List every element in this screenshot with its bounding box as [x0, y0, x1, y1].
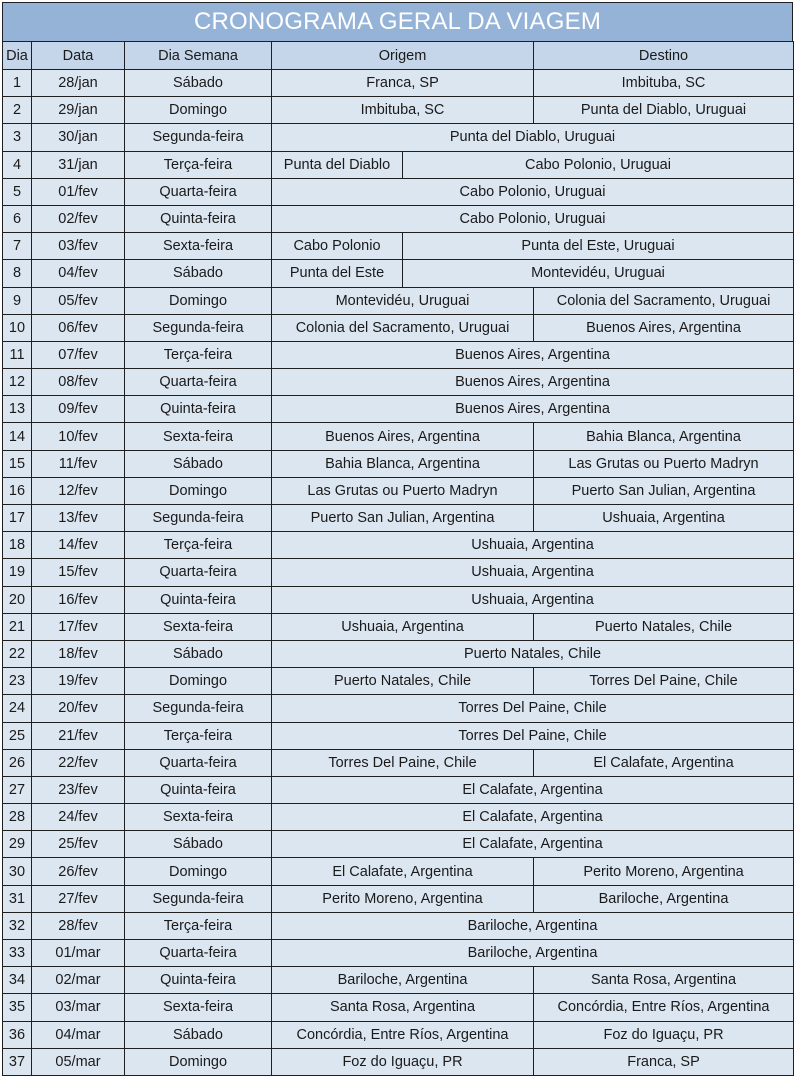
table-row [3, 858, 794, 885]
table-row [3, 505, 794, 532]
cell-dia-semana: Quarta-feira [125, 178, 272, 205]
cell-dia: 11 [3, 341, 32, 368]
cell-dia: 32 [3, 912, 32, 939]
cell-dia: 22 [3, 640, 32, 667]
header-data: Data [32, 42, 125, 70]
table-row [3, 205, 794, 232]
cell-origem: Puerto Natales, Chile [272, 668, 534, 695]
cell-local: Cabo Polonio, Uruguai [272, 205, 794, 232]
cell-dia-semana: Terça-feira [125, 341, 272, 368]
cell-dia: 13 [3, 396, 32, 423]
cell-local: El Calafate, Argentina [272, 831, 794, 858]
table-row [3, 341, 794, 368]
cell-dia: 9 [3, 287, 32, 314]
cell-local: Torres Del Paine, Chile [272, 695, 794, 722]
cell-data: 03/mar [32, 994, 125, 1021]
cell-dia: 16 [3, 477, 32, 504]
cell-local: Bariloche, Argentina [272, 912, 794, 939]
cell-destino: Bariloche, Argentina [534, 885, 794, 912]
cell-dia-semana: Sexta-feira [125, 804, 272, 831]
cell-destino: Puerto Natales, Chile [534, 613, 794, 640]
cell-dia-semana: Segunda-feira [125, 885, 272, 912]
cell-local: Ushuaia, Argentina [272, 532, 794, 559]
table-row [3, 722, 794, 749]
cell-dia-semana: Quarta-feira [125, 559, 272, 586]
cell-data: 29/jan [32, 97, 125, 124]
itinerary-table [2, 41, 794, 1076]
cell-dia: 15 [3, 450, 32, 477]
cell-dia: 34 [3, 967, 32, 994]
cell-data: 24/fev [32, 804, 125, 831]
cell-dia: 2 [3, 97, 32, 124]
cell-dia: 10 [3, 314, 32, 341]
table-row [3, 668, 794, 695]
cell-local: El Calafate, Argentina [272, 776, 794, 803]
cell-local: Torres Del Paine, Chile [272, 722, 794, 749]
cell-dia: 20 [3, 586, 32, 613]
cell-dia-semana: Sábado [125, 260, 272, 287]
cell-local: Punta del Diablo, Uruguai [272, 124, 794, 151]
cell-data: 16/fev [32, 586, 125, 613]
cell-destino: Montevidéu, Uruguai [403, 260, 794, 287]
table-row [3, 1048, 794, 1075]
cell-data: 12/fev [32, 477, 125, 504]
cell-dia: 31 [3, 885, 32, 912]
cell-local: Cabo Polonio, Uruguai [272, 178, 794, 205]
table-row [3, 124, 794, 151]
cell-local: Buenos Aires, Argentina [272, 369, 794, 396]
cell-dia: 36 [3, 1021, 32, 1048]
cell-dia-semana: Terça-feira [125, 151, 272, 178]
cell-origem: Colonia del Sacramento, Uruguai [272, 314, 534, 341]
cell-data: 21/fev [32, 722, 125, 749]
header-destino: Destino [534, 42, 794, 70]
cell-dia: 1 [3, 70, 32, 97]
cell-dia: 6 [3, 205, 32, 232]
table-row [3, 151, 794, 178]
cell-dia-semana: Domingo [125, 1048, 272, 1075]
table-row [3, 613, 794, 640]
table-row [3, 477, 794, 504]
cell-dia-semana: Quarta-feira [125, 369, 272, 396]
cell-data: 07/fev [32, 341, 125, 368]
cell-destino: Colonia del Sacramento, Uruguai [534, 287, 794, 314]
cell-dia: 19 [3, 559, 32, 586]
cell-destino: Las Grutas ou Puerto Madryn [534, 450, 794, 477]
cell-origem: Punta del Este [272, 260, 403, 287]
cell-data: 20/fev [32, 695, 125, 722]
table-row [3, 804, 794, 831]
table-row [3, 994, 794, 1021]
cell-destino: Imbituba, SC [534, 70, 794, 97]
table-row [3, 70, 794, 97]
table-row [3, 178, 794, 205]
header-row [3, 42, 794, 70]
cell-data: 22/fev [32, 749, 125, 776]
table-row [3, 940, 794, 967]
cell-data: 23/fev [32, 776, 125, 803]
cell-dia-semana: Terça-feira [125, 532, 272, 559]
cell-origem: Cabo Polonio [272, 233, 403, 260]
cell-data: 17/fev [32, 613, 125, 640]
cell-origem: Ushuaia, Argentina [272, 613, 534, 640]
cell-dia: 14 [3, 423, 32, 450]
cell-data: 26/fev [32, 858, 125, 885]
header-dia: Dia [3, 42, 32, 70]
cell-dia-semana: Quinta-feira [125, 396, 272, 423]
table-row [3, 912, 794, 939]
cell-dia: 18 [3, 532, 32, 559]
cell-dia-semana: Sexta-feira [125, 994, 272, 1021]
table-row [3, 1021, 794, 1048]
table-row [3, 749, 794, 776]
cell-destino: Concórdia, Entre Ríos, Argentina [534, 994, 794, 1021]
cell-origem: Torres Del Paine, Chile [272, 749, 534, 776]
cell-origem: Franca, SP [272, 70, 534, 97]
cell-dia-semana: Quinta-feira [125, 205, 272, 232]
table-row [3, 776, 794, 803]
cell-origem: Imbituba, SC [272, 97, 534, 124]
header-dia-semana: Dia Semana [125, 42, 272, 70]
table-row [3, 314, 794, 341]
cell-destino: El Calafate, Argentina [534, 749, 794, 776]
cell-origem: Santa Rosa, Argentina [272, 994, 534, 1021]
cell-data: 09/fev [32, 396, 125, 423]
cell-destino: Puerto San Julian, Argentina [534, 477, 794, 504]
cell-local: Buenos Aires, Argentina [272, 341, 794, 368]
cell-data: 04/fev [32, 260, 125, 287]
cell-dia: 35 [3, 994, 32, 1021]
cell-dia: 12 [3, 369, 32, 396]
cell-dia-semana: Segunda-feira [125, 695, 272, 722]
cell-dia-semana: Sexta-feira [125, 613, 272, 640]
table-row [3, 586, 794, 613]
cell-dia-semana: Domingo [125, 858, 272, 885]
cell-data: 25/fev [32, 831, 125, 858]
cell-dia-semana: Sábado [125, 450, 272, 477]
cell-destino: Perito Moreno, Argentina [534, 858, 794, 885]
cell-dia: 3 [3, 124, 32, 151]
cell-dia: 25 [3, 722, 32, 749]
cell-data: 18/fev [32, 640, 125, 667]
cell-data: 27/fev [32, 885, 125, 912]
cell-data: 05/fev [32, 287, 125, 314]
cell-data: 10/fev [32, 423, 125, 450]
cell-dia-semana: Domingo [125, 668, 272, 695]
cell-local: Buenos Aires, Argentina [272, 396, 794, 423]
cell-dia-semana: Domingo [125, 97, 272, 124]
cell-dia: 17 [3, 505, 32, 532]
cell-origem: Bariloche, Argentina [272, 967, 534, 994]
cell-data: 01/fev [32, 178, 125, 205]
cell-local: Ushuaia, Argentina [272, 586, 794, 613]
cell-dia-semana: Segunda-feira [125, 124, 272, 151]
table-row [3, 423, 794, 450]
cell-destino: Franca, SP [534, 1048, 794, 1075]
cell-data: 13/fev [32, 505, 125, 532]
table-row [3, 695, 794, 722]
table-row [3, 369, 794, 396]
cell-dia-semana: Domingo [125, 477, 272, 504]
cell-dia-semana: Terça-feira [125, 722, 272, 749]
cell-dia: 4 [3, 151, 32, 178]
cell-data: 04/mar [32, 1021, 125, 1048]
cell-dia: 33 [3, 940, 32, 967]
cell-data: 31/jan [32, 151, 125, 178]
cell-dia: 8 [3, 260, 32, 287]
cell-data: 02/mar [32, 967, 125, 994]
header-origem: Origem [272, 42, 534, 70]
cell-dia: 5 [3, 178, 32, 205]
cell-destino: Torres Del Paine, Chile [534, 668, 794, 695]
cell-origem: Punta del Diablo [272, 151, 403, 178]
cell-data: 02/fev [32, 205, 125, 232]
cell-dia: 37 [3, 1048, 32, 1075]
cell-origem: Las Grutas ou Puerto Madryn [272, 477, 534, 504]
cell-data: 30/jan [32, 124, 125, 151]
cell-destino: Punta del Diablo, Uruguai [534, 97, 794, 124]
cell-dia: 30 [3, 858, 32, 885]
table-row [3, 233, 794, 260]
cell-dia: 24 [3, 695, 32, 722]
cell-dia: 27 [3, 776, 32, 803]
cell-destino: Ushuaia, Argentina [534, 505, 794, 532]
table-row [3, 450, 794, 477]
cell-dia-semana: Quarta-feira [125, 940, 272, 967]
table-row [3, 532, 794, 559]
cell-dia-semana: Quarta-feira [125, 749, 272, 776]
table-row [3, 97, 794, 124]
cell-local: Puerto Natales, Chile [272, 640, 794, 667]
sheet-title: CRONOGRAMA GERAL DA VIAGEM [2, 2, 793, 41]
cell-origem: Bahia Blanca, Argentina [272, 450, 534, 477]
itinerary-body [3, 70, 794, 1076]
itinerary-sheet [2, 2, 793, 1076]
cell-origem: El Calafate, Argentina [272, 858, 534, 885]
cell-dia-semana: Segunda-feira [125, 314, 272, 341]
cell-dia-semana: Sexta-feira [125, 423, 272, 450]
cell-data: 08/fev [32, 369, 125, 396]
cell-destino: Punta del Este, Uruguai [403, 233, 794, 260]
cell-origem: Montevidéu, Uruguai [272, 287, 534, 314]
cell-dia: 7 [3, 233, 32, 260]
cell-local: Bariloche, Argentina [272, 940, 794, 967]
cell-data: 19/fev [32, 668, 125, 695]
cell-data: 14/fev [32, 532, 125, 559]
cell-data: 01/mar [32, 940, 125, 967]
cell-dia: 21 [3, 613, 32, 640]
cell-data: 28/jan [32, 70, 125, 97]
cell-destino: Cabo Polonio, Uruguai [403, 151, 794, 178]
cell-data: 11/fev [32, 450, 125, 477]
table-row [3, 559, 794, 586]
table-row [3, 831, 794, 858]
cell-dia-semana: Quinta-feira [125, 586, 272, 613]
cell-origem: Perito Moreno, Argentina [272, 885, 534, 912]
cell-dia-semana: Domingo [125, 287, 272, 314]
table-row [3, 260, 794, 287]
cell-dia-semana: Terça-feira [125, 912, 272, 939]
cell-data: 06/fev [32, 314, 125, 341]
cell-origem: Puerto San Julian, Argentina [272, 505, 534, 532]
cell-dia-semana: Sábado [125, 640, 272, 667]
cell-data: 05/mar [32, 1048, 125, 1075]
table-row [3, 885, 794, 912]
cell-dia-semana: Sábado [125, 1021, 272, 1048]
table-row [3, 967, 794, 994]
cell-data: 28/fev [32, 912, 125, 939]
cell-dia: 28 [3, 804, 32, 831]
cell-dia: 26 [3, 749, 32, 776]
cell-data: 15/fev [32, 559, 125, 586]
cell-dia-semana: Quinta-feira [125, 776, 272, 803]
cell-data: 03/fev [32, 233, 125, 260]
cell-destino: Foz do Iguaçu, PR [534, 1021, 794, 1048]
cell-origem: Buenos Aires, Argentina [272, 423, 534, 450]
cell-origem: Concórdia, Entre Ríos, Argentina [272, 1021, 534, 1048]
cell-dia-semana: Sexta-feira [125, 233, 272, 260]
cell-destino: Santa Rosa, Argentina [534, 967, 794, 994]
cell-dia-semana: Sábado [125, 831, 272, 858]
table-row [3, 287, 794, 314]
cell-local: Ushuaia, Argentina [272, 559, 794, 586]
table-row [3, 640, 794, 667]
cell-local: El Calafate, Argentina [272, 804, 794, 831]
table-row [3, 396, 794, 423]
cell-dia-semana: Segunda-feira [125, 505, 272, 532]
cell-destino: Buenos Aires, Argentina [534, 314, 794, 341]
cell-dia-semana: Quinta-feira [125, 967, 272, 994]
cell-dia-semana: Sábado [125, 70, 272, 97]
cell-destino: Bahia Blanca, Argentina [534, 423, 794, 450]
cell-origem: Foz do Iguaçu, PR [272, 1048, 534, 1075]
cell-dia: 23 [3, 668, 32, 695]
cell-dia: 29 [3, 831, 32, 858]
